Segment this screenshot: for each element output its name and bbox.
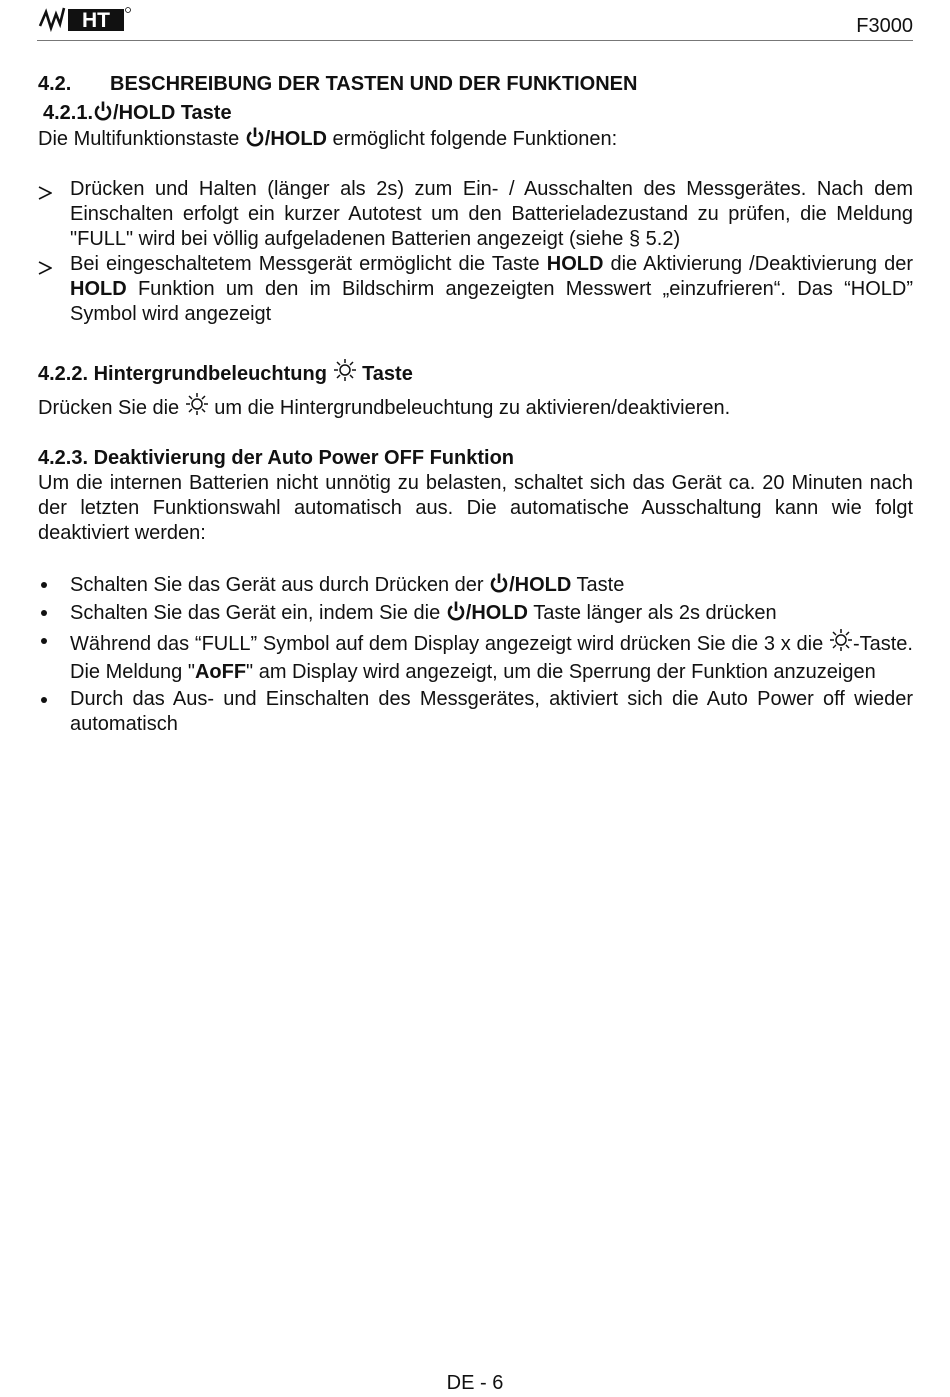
aoff-label: AoFF bbox=[194, 661, 247, 683]
subsection-2-text bbox=[38, 392, 913, 421]
intro-text: Die Multifunktionstaste bbox=[38, 128, 245, 150]
sun-icon bbox=[829, 628, 853, 652]
list-item-text: " am Display wird angezeigt, um die Sperrung der Funktion anzuzeigen bbox=[246, 661, 876, 683]
section-heading bbox=[38, 72, 913, 97]
subsection-2-title: Hintergrundbeleuchtung bbox=[93, 363, 327, 385]
ht-logo bbox=[38, 4, 134, 34]
section-number: 4.2. bbox=[38, 73, 72, 95]
list-item bbox=[38, 600, 913, 626]
subsection-3-title: Deaktivierung der Auto Power OFF Funktion bbox=[93, 447, 515, 469]
hold-label: HOLD bbox=[70, 278, 127, 300]
list-item-text: Schalten Sie das Gerät ein, indem Sie die bbox=[70, 602, 446, 624]
list-item-text: Taste bbox=[571, 574, 625, 596]
subsection-1-title: /HOLD Taste bbox=[113, 102, 232, 124]
subsection-3-text: Um die internen Batterien nicht unnötig zu belasten, schaltet sich das Gerät ca. 20 Minuten nach der letzten Funktionswahl automatisch aus. Die automatische Ausschaltung kann wie folgt deaktiviert werden: bbox=[38, 472, 913, 544]
subsection-2-title-end: Taste bbox=[362, 363, 413, 385]
hold-functions-list bbox=[38, 177, 913, 327]
power-icon bbox=[93, 100, 113, 122]
document-code: F3000 bbox=[856, 15, 913, 37]
bullet-dot bbox=[41, 638, 47, 644]
main-content bbox=[38, 72, 913, 737]
arrow-bullet-icon bbox=[38, 257, 52, 271]
logo-text: HT bbox=[82, 9, 110, 32]
bullet-dot bbox=[41, 697, 47, 703]
list-item bbox=[38, 252, 913, 327]
paragraph-text: um die Hintergrundbeleuchtung zu aktivieren/deaktivieren. bbox=[208, 397, 731, 419]
list-item bbox=[38, 572, 913, 598]
bullet-dot bbox=[41, 610, 47, 616]
list-item-text: Funktion um den im Bildschirm angezeigten Messwert „einzufrieren“. Das “HOLD” Symbol wird angezeigt bbox=[70, 278, 913, 325]
list-item-text: Taste länger als 2s drücken bbox=[528, 602, 777, 624]
power-icon bbox=[245, 126, 265, 148]
power-icon bbox=[446, 600, 466, 622]
paragraph-text: Drücken Sie die bbox=[38, 397, 185, 419]
list-item-text: Drücken und Halten (länger als 2s) zum Ein- / Ausschalten des Messgerätes. Nach dem Einschalten erfolgt ein kurzer Autotest um den Batterieladezustand zu prüfen, die Meldung "FULL" wird bei völlig aufgeladenen Batterien angezeigt (siehe § 5.2) bbox=[70, 178, 913, 250]
section-title: BESCHREIBUNG DER TASTEN UND DER FUNKTIONEN bbox=[110, 73, 638, 95]
intro-text-end: ermöglicht folgende Funktionen: bbox=[326, 128, 618, 150]
list-item-text: Während das “FULL” Symbol auf dem Display angezeigt wird drücken Sie die 3 x die bbox=[70, 633, 829, 655]
list-item-text: die Aktivierung /Deaktivierung der bbox=[603, 253, 913, 275]
subsection-2-number: 4.2.2. bbox=[38, 363, 89, 385]
hold-key-label: /HOLD bbox=[264, 128, 327, 150]
subsection-1-heading bbox=[38, 100, 913, 126]
power-icon bbox=[489, 572, 509, 594]
hold-label: /HOLD bbox=[509, 574, 572, 596]
subsection-2-heading bbox=[38, 358, 913, 387]
list-item-text: Durch das Aus- und Einschalten des Messgerätes, aktiviert sich die Auto Power off wieder automatisch bbox=[70, 688, 913, 735]
list-item-text: -Taste. Die Meldung " bbox=[70, 633, 913, 683]
subsection-3-number: 4.2.3. bbox=[38, 447, 89, 469]
page-number: DE - 6 bbox=[446, 1372, 504, 1394]
hold-label: /HOLD bbox=[465, 602, 528, 624]
auto-power-off-steps bbox=[38, 572, 913, 737]
arrow-bullet-icon bbox=[38, 182, 52, 196]
sun-icon bbox=[185, 392, 209, 416]
list-item bbox=[38, 687, 913, 737]
subsection-1-number: 4.2.1. bbox=[43, 102, 94, 124]
header-divider bbox=[37, 40, 913, 41]
list-item bbox=[38, 628, 913, 686]
subsection-1-intro bbox=[38, 126, 913, 152]
subsection-3-heading bbox=[38, 446, 913, 471]
sun-icon bbox=[333, 358, 357, 382]
bullet-dot bbox=[41, 582, 47, 588]
list-item-text: Bei eingeschaltetem Messgerät ermöglicht die Taste bbox=[70, 253, 547, 275]
hold-label: HOLD bbox=[546, 253, 604, 275]
list-item-text: Schalten Sie das Gerät aus durch Drücken der bbox=[70, 574, 490, 596]
list-item bbox=[38, 177, 913, 252]
